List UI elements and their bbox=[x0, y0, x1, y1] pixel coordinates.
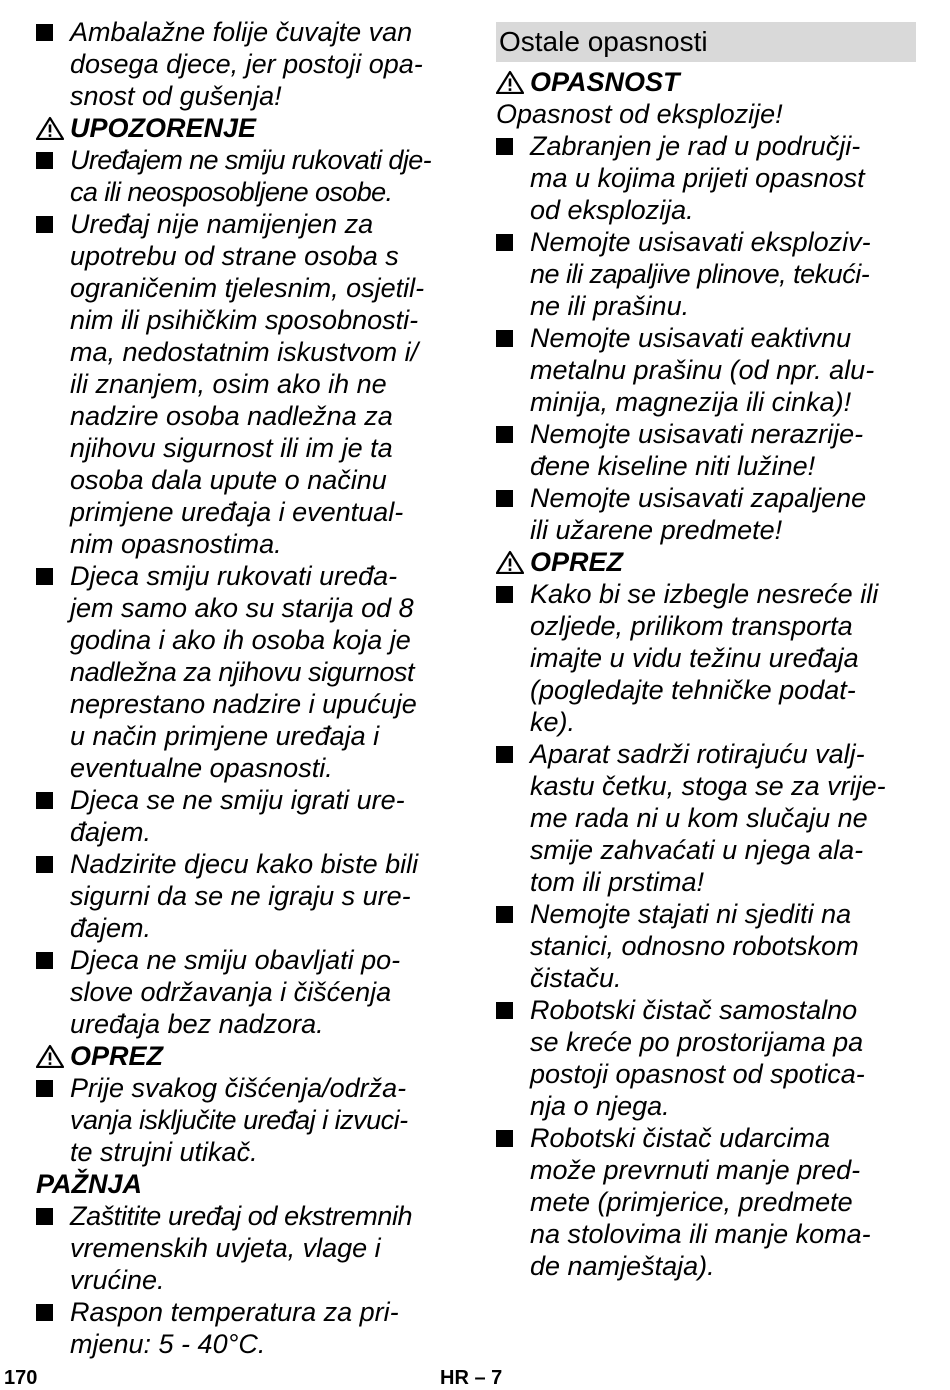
warning-triangle-icon bbox=[496, 70, 524, 94]
list-item: Aparat sadrži rotirajuću valj- kastu četku, stoga se za vrije- me rada ni u kom slučaju ne smije zahvaćati u njega ala- tom ili prstima! bbox=[496, 738, 916, 898]
list-item: Prije svakog čišćenja/održa- vanja isključite uređaj i izvuci- te strujni utikač. bbox=[36, 1072, 456, 1168]
list-item: Nemojte usisavati zapaljene ili užarene predmete! bbox=[496, 482, 916, 546]
square-bullet-icon bbox=[36, 1080, 53, 1097]
square-bullet-icon bbox=[496, 490, 513, 507]
list-item: Djeca ne smiju obavljati po- slove održavanja i čišćenja uređaja bez nadzora. bbox=[36, 944, 456, 1040]
list-item: Uređajem ne smiju rukovati dje- ca ili neosposobljene osobe. bbox=[36, 144, 456, 208]
caution-heading: OPREZ bbox=[496, 546, 916, 578]
caution-heading: OPREZ bbox=[36, 1040, 456, 1072]
square-bullet-icon bbox=[36, 1208, 53, 1225]
square-bullet-icon bbox=[496, 234, 513, 251]
list-item: Djeca smiju rukovati uređa- jem samo ako su starija od 8 godina i ako ih osoba koja je nadležna za njihovu sigurnost neprestano nadzire i upućuje u način primjene uređaja i eventualne opasnosti. bbox=[36, 560, 456, 784]
warning-triangle-icon bbox=[36, 116, 64, 140]
square-bullet-icon bbox=[496, 1130, 513, 1147]
list-item: Nemojte usisavati eksploziv- ne ili zapaljive plinove, tekući- ne ili prašinu. bbox=[496, 226, 916, 322]
list-item: Nemojte usisavati nerazrije- đene kiseline niti lužine! bbox=[496, 418, 916, 482]
list-item: Djeca se ne smiju igrati ure- đajem. bbox=[36, 784, 456, 848]
page-number: 170 bbox=[4, 1367, 38, 1389]
list-item: Nadzirite djecu kako biste bili sigurni da se ne igraju s ure- đajem. bbox=[36, 848, 456, 944]
list-item: Kako bi se izbegle nesreće ili ozljede, prilikom transporta imajte u vidu težinu uređaja (pogledajte tehničke podat- ke). bbox=[496, 578, 916, 738]
list-item: Zaštitite uređaj od ekstremnih vremenskih uvjeta, vlage i vrućine. bbox=[36, 1200, 456, 1296]
square-bullet-icon bbox=[496, 746, 513, 763]
list-item: Robotski čistač udarcima može prevrnuti manje pred- mete (primjerice, predmete na stolovima ili manje koma- de namještaja). bbox=[496, 1122, 916, 1282]
warning-heading: UPOZORENJE bbox=[36, 112, 456, 144]
square-bullet-icon bbox=[496, 906, 513, 923]
list-item: Ambalažne folije čuvajte van dosega djece, jer postoji opa- snost od gušenja! bbox=[36, 16, 456, 112]
square-bullet-icon bbox=[36, 856, 53, 873]
list-item: Nemojte usisavati eaktivnu metalnu prašinu (od npr. alu- minija, magnezija ili cinka)! bbox=[496, 322, 916, 418]
list-item: Robotski čistač samostalno se kreće po prostorijama pa postoji opasnost od spotica- nja o njega. bbox=[496, 994, 916, 1122]
list-item: Nemojte stajati ni sjediti na stanici, odnosno robotskom čistaču. bbox=[496, 898, 916, 994]
square-bullet-icon bbox=[36, 952, 53, 969]
square-bullet-icon bbox=[36, 24, 53, 41]
right-column bbox=[496, 22, 916, 1282]
warning-triangle-icon bbox=[36, 1044, 64, 1068]
explosion-danger-text: Opasnost od eksplozije! bbox=[496, 99, 783, 129]
square-bullet-icon bbox=[36, 792, 53, 809]
note-heading: PAŽNJA bbox=[36, 1169, 143, 1199]
square-bullet-icon bbox=[36, 216, 53, 233]
square-bullet-icon bbox=[36, 1304, 53, 1321]
danger-heading: OPASNOST bbox=[496, 66, 916, 98]
square-bullet-icon bbox=[496, 426, 513, 443]
square-bullet-icon bbox=[496, 1002, 513, 1019]
square-bullet-icon bbox=[36, 568, 53, 585]
list-item: Uređaj nije namijenjen za upotrebu od strane osoba s ograničenim tjelesnim, osjetil- nim ili psihičkim sposobnosti- ma, nedostatnim iskustvom i/ ili znanjem, osim ako ih ne nadzire osoba nadležna za njihovu sigurnost ili im je ta osoba dala upute o načinu primjene uređaja i eventual- nim opasnostima. bbox=[36, 208, 456, 560]
warning-triangle-icon bbox=[496, 550, 524, 574]
square-bullet-icon bbox=[496, 330, 513, 347]
square-bullet-icon bbox=[496, 586, 513, 603]
list-item: Zabranjen je rad u područji- ma u kojima prijeti opasnost od eksplozija. bbox=[496, 130, 916, 226]
square-bullet-icon bbox=[496, 138, 513, 155]
square-bullet-icon bbox=[36, 152, 53, 169]
left-column bbox=[36, 16, 456, 1360]
section-title: Ostale opasnosti bbox=[496, 22, 916, 62]
list-item: Raspon temperatura za pri- mjenu: 5 - 40°C. bbox=[36, 1296, 456, 1360]
section-page-code: HR – 7 bbox=[440, 1367, 503, 1389]
